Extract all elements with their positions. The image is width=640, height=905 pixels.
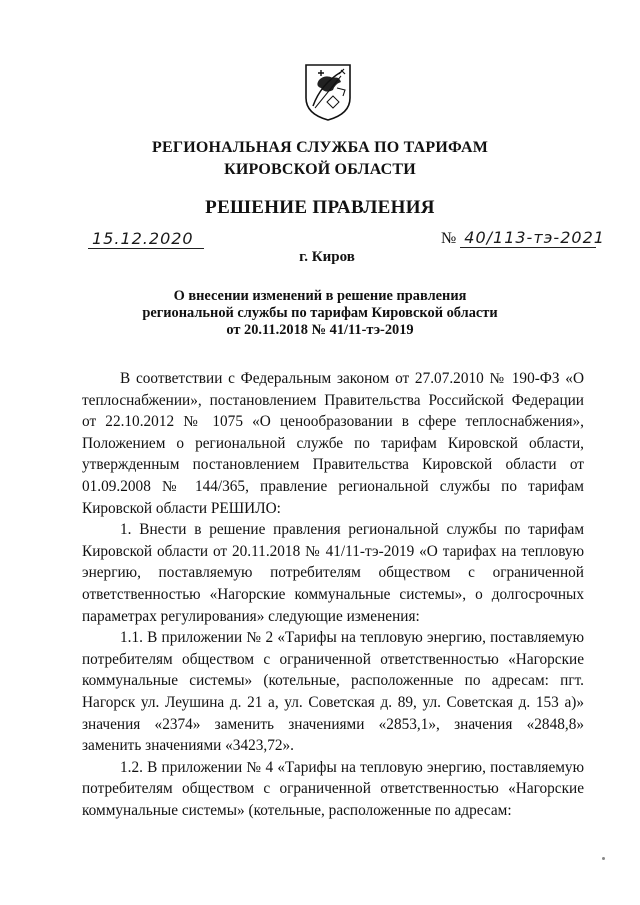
coat-of-arms-icon [303, 62, 353, 122]
body-paragraph-1-2: 1.2. В приложении № 4 «Тарифы на тепловую энергию, поставляемую потребителям обществом с ограниченной ответственностью «Нагорские коммунальные системы» (котельные, расположенные по адресам: [82, 758, 584, 819]
body-paragraph-1: 1. Внести в решение правления региональной службы по тарифам Кировской области от 20.11.2018 № 41/11-тэ-2019 «О тарифах на тепловую энергию, поставляемую потребителям обществом с ограниченной ответственностью «Нагорские коммунальные системы», о долгосрочных параметрах регулирования» следующие изменения: [82, 521, 584, 625]
subject-line-2: региональной службы по тарифам Кировской области [142, 305, 498, 321]
organization-name [0, 137, 640, 181]
scan-speck [602, 857, 605, 860]
city-name: г. Киров [299, 249, 355, 265]
document-type-title: РЕШЕНИЕ ПРАВЛЕНИЯ [205, 197, 435, 218]
document-subject [0, 288, 640, 339]
body-paragraph-1-1: 1.1. В приложении № 2 «Тарифы на тепловую энергию, поставляемую потребителям обществом с ограниченной ответственностью «Нагорские коммунальные системы» (котельные, расположенные по адресам: пгт. Нагорск ул. Леушина д. 21 а, ул. Советская д. 89, ул. Советская д. 153 а)» значения «2374» заменить значениями «2853,1», значения «2848,8» заменить значениями «3423,72». [82, 629, 584, 755]
body-paragraph-preamble: В соответствии с Федеральным законом от 27.07.2010 № 190-ФЗ «О теплоснабжении», постановлением Правительства Российской Федерации от 22.10.2012 № 1075 «О ценообразовании в сфере теплоснабжения», Положением о региональной службе по тарифам Кировской области, утвержденным постановлением Правительства Кировской области от 01.09.2008 № 144/365, правление региональной службы по тарифам Кировской области РЕШИЛО: [82, 370, 584, 517]
subject-line-3: от 20.11.2018 № 41/11-тэ-2019 [226, 322, 414, 338]
document-date: 15.12.2020 [88, 229, 204, 249]
document-body [82, 368, 584, 821]
subject-line-1: О внесении изменений в решение правления [173, 288, 467, 304]
org-line-2: КИРОВСКОЙ ОБЛАСТИ [224, 161, 416, 178]
document-number [441, 228, 605, 248]
number-sign: № [441, 230, 457, 247]
org-line-1: РЕГИОНАЛЬНАЯ СЛУЖБА ПО ТАРИФАМ [151, 139, 489, 156]
document-number-value: 40/113-тэ-2021 [460, 228, 596, 248]
